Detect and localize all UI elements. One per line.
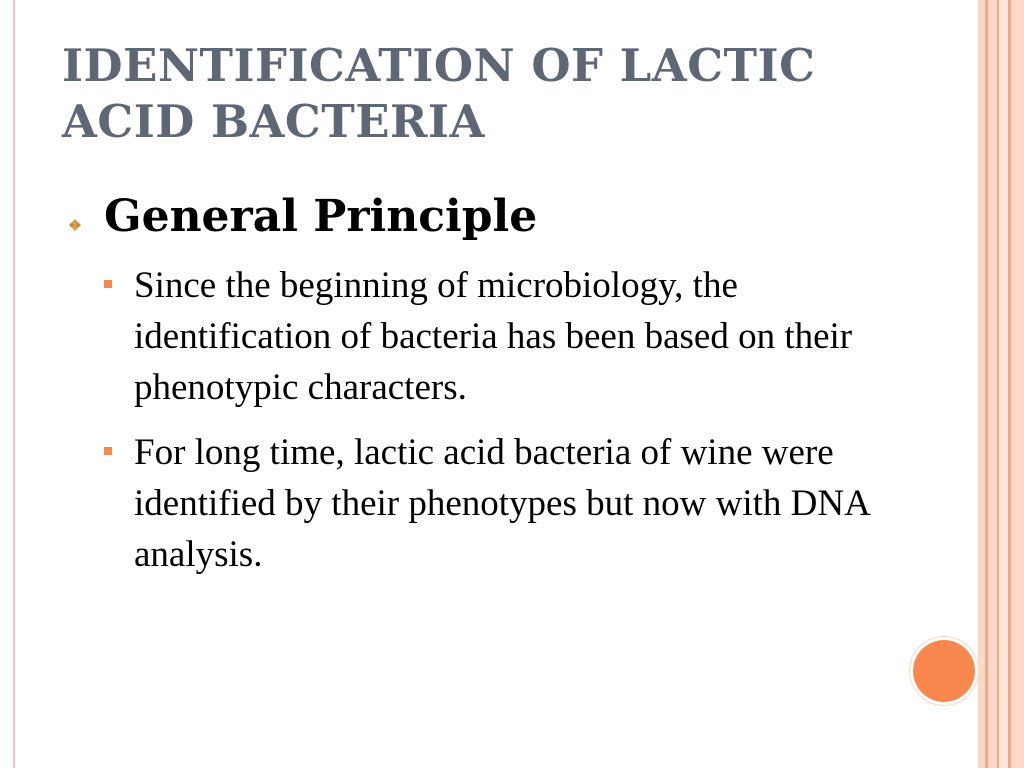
list-item — [104, 427, 874, 580]
right-border-stripe — [988, 0, 997, 768]
left-border-line — [13, 0, 15, 768]
bullet-list — [104, 260, 874, 594]
list-item-text: For long time, lactic acid bacteria of wine were identified by their phenotypes but now with DNA analysis. — [134, 432, 869, 575]
right-border-stripe — [999, 0, 1008, 768]
list-item-text: Since the beginning of microbiology, the identification of bacteria has been based on their phenotypic characters. — [134, 265, 853, 408]
square-bullet-icon — [104, 280, 112, 288]
heading-row — [62, 188, 942, 246]
orange-circle-icon — [913, 640, 975, 702]
diamond-bullet-icon — [62, 212, 88, 238]
list-item — [104, 260, 874, 413]
right-border-stripe — [978, 0, 985, 768]
section-heading: General Principle — [104, 191, 538, 242]
right-border-stripe — [1011, 0, 1024, 768]
slide-title: IDENTIFICATION OF LACTIC ACID BACTERIA — [62, 39, 816, 148]
square-bullet-icon — [104, 447, 112, 455]
